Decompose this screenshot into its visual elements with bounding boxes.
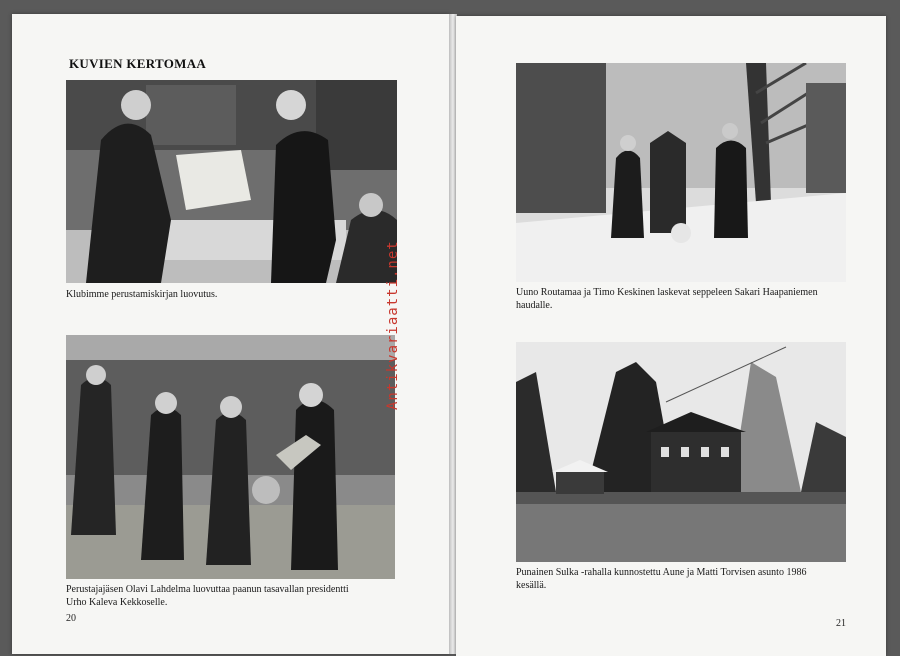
photo-renovated-house: [516, 342, 846, 562]
right-page: [456, 16, 886, 656]
page-number-left: 20: [66, 613, 76, 624]
photo-presidential-handover: [66, 335, 395, 579]
watermark-text: Antikvariaatti.net: [385, 240, 401, 410]
section-heading: KUVIEN KERTOMAA: [69, 56, 207, 71]
caption-presidential-handover-line2: Urho Kaleva Kekkoselle.: [66, 597, 168, 608]
photo-charter-handover: [66, 80, 397, 283]
caption-charter-handover: Klubimme perustamiskirjan luovutus.: [66, 289, 218, 300]
caption-wreath-laying-line1: Uuno Routamaa ja Timo Keskinen laskevat seppeleen Sakari Haapaniemen: [516, 287, 818, 298]
caption-renovated-house-line1: Punainen Sulka -rahalla kunnostettu Aune ja Matti Torvisen asunto 1986: [516, 567, 807, 578]
caption-renovated-house-line2: kesällä.: [516, 580, 547, 591]
photo-wreath-laying: [516, 63, 846, 282]
page-number-right: 21: [836, 618, 846, 629]
caption-wreath-laying-line2: haudalle.: [516, 300, 553, 311]
caption-presidential-handover-line1: Perustajajäsen Olavi Lahdelma luovuttaa paanun tasavallan presidentti: [66, 584, 349, 595]
